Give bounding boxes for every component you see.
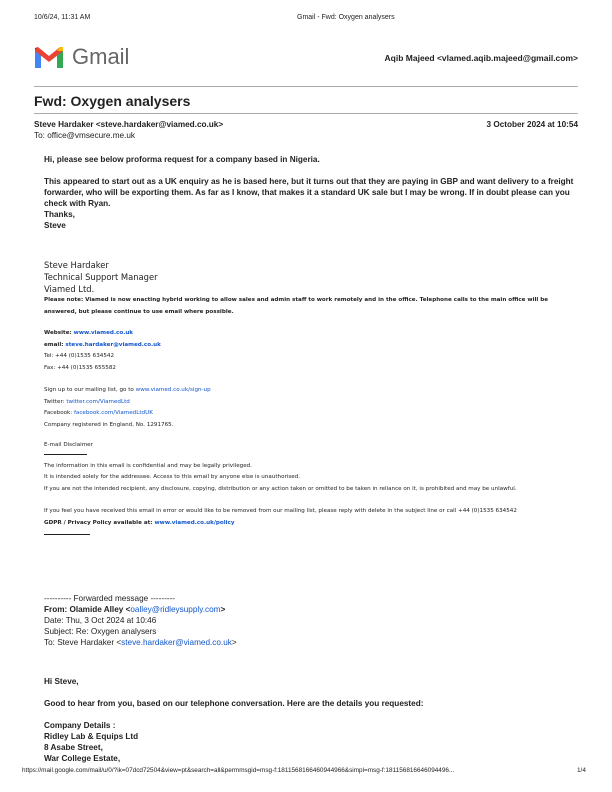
body-thanks: Thanks, [44,210,75,219]
fwd-to-email[interactable]: steve.hardaker@viamed.co.uk [121,638,232,647]
sig-registered: Company registered in England, No. 1291765. [44,421,174,428]
detail-line: Company Details : [44,721,116,730]
detail-line: 8 Asabe Street, [44,743,103,752]
facebook-link[interactable]: facebook.com/ViamedLtdUK [73,410,153,416]
forwarded-header: ---------- Forwarded message --------- [44,594,175,603]
fwd-from-end: > [220,605,226,614]
website-link[interactable]: www.viamed.co.uk [73,330,134,336]
fwd-to-end: > [231,638,237,647]
print-url: https://mail.google.com/mail/u/0/?ik=07dcd72504&view=pt&search=all&permmsgid=msg-f:1811568166460944966&simpl=msg-f:181156816646094496... [22,767,455,774]
email-link[interactable]: steve.hardaker@viamed.co.uk [65,341,161,348]
twitter-label: Twitter: [44,398,67,405]
message-date: 3 October 2024 at 10:54 [486,120,578,129]
fwd-from-label: From: Olamide Alley < [44,605,131,614]
twitter-link[interactable]: twitter.com/ViamedLtd [66,398,130,405]
sig-fax: Fax: +44 (0)1535 655582 [44,364,116,371]
fwd-to-label: To: Steve Hardaker < [44,638,122,647]
sig-tel: Tel: +44 (0)1535 634542 [44,353,114,359]
fwd-from-email[interactable]: oalley@ridleysupply.com [130,605,221,614]
gmail-logo[interactable] [34,44,129,70]
sig-note: Please note: Viamed is now enacting hybrid working to allow sales and admin staff to work remotely and in the office. Telephone calls to the main office will be answered, but please continue to use email where possible. [44,297,549,315]
fwd-paragraph: Good to hear from you, based on our telephone conversation. Here are the details you requested: [44,699,424,708]
email-label: email: [44,341,66,348]
gmail-m-icon [34,45,64,69]
gmail-wordmark: Gmail [72,44,130,69]
sig-name: Steve Hardaker [44,260,109,270]
print-datetime: 10/6/24, 11:31 AM [34,14,91,21]
disclaimer-line: If you are not the intended recipient, any disclosure, copying, distribution or any action taken or omitted to be taken in reliance on it, is prohibited and may be unlawful. [44,485,517,492]
detail-line: War College Estate, [44,754,121,763]
facebook-label: Facebook: [44,410,74,416]
website-label: Website: [44,330,74,336]
disclaimer-line: If you feel you have received this email in error or would like to be removed from our mailing list, please reply with delete in the subject line or call +44 (0)1535 634542 [44,508,517,514]
email-subject: Fwd: Oxygen analysers [34,93,191,109]
detail-line: Ridley Lab & Equips Ltd [44,732,139,741]
fwd-date: Date: Thu, 3 Oct 2024 at 10:46 [44,616,157,625]
disclaimer [44,440,579,535]
forwarded-message [44,593,579,764]
divider [44,534,90,535]
divider [44,454,87,455]
signup-link[interactable]: www.viamed.co.uk/sign-up [135,387,211,393]
sender: Steve Hardaker <steve.hardaker@viamed.co.uk> [34,120,224,129]
sig-company: Viamed Ltd. [44,284,95,294]
signature [44,259,579,431]
body-paragraph: This appeared to start out as a UK enquiry as he is based here, but it turns out that they are paying in GBP and want delivery to a freight forwarder, who will be exporting them. As far as I know, that makes it a standard UK sale but I may be wrong. If in doubt please can you check with Ryan. [44,177,574,208]
disclaimer-title: E-mail Disclaimer [44,442,93,448]
fwd-greeting: Hi Steve, [44,677,79,686]
page-number: 1/4 [577,767,586,774]
disclaimer-line: The information in this email is confidential and may be legally privileged. [44,462,252,469]
fwd-subject: Subject: Re: Oxygen analysers [44,627,157,636]
signup-label: Sign up to our mailing list, go to [44,387,136,393]
body-paragraph: Hi, please see below proforma request for a company based in Nigeria. [44,155,320,164]
disclaimer-line: It is intended solely for the addressee. Access to this email by anyone else is unauthorised. [44,474,301,480]
gdpr-label: GDPR / Privacy Policy available at: [44,519,155,526]
gdpr-link[interactable]: www.viamed.co.uk/policy [154,519,235,526]
sig-role: Technical Support Manager [44,272,158,282]
print-title: Gmail - Fwd: Oxygen analysers [297,14,395,21]
recipient: To: office@vmsecure.me.uk [34,131,135,140]
email-body [44,154,579,231]
body-signoff: Steve [44,221,66,230]
account-label: Aqib Majeed <vlamed.aqib.majeed@gmail.com> [384,53,578,63]
